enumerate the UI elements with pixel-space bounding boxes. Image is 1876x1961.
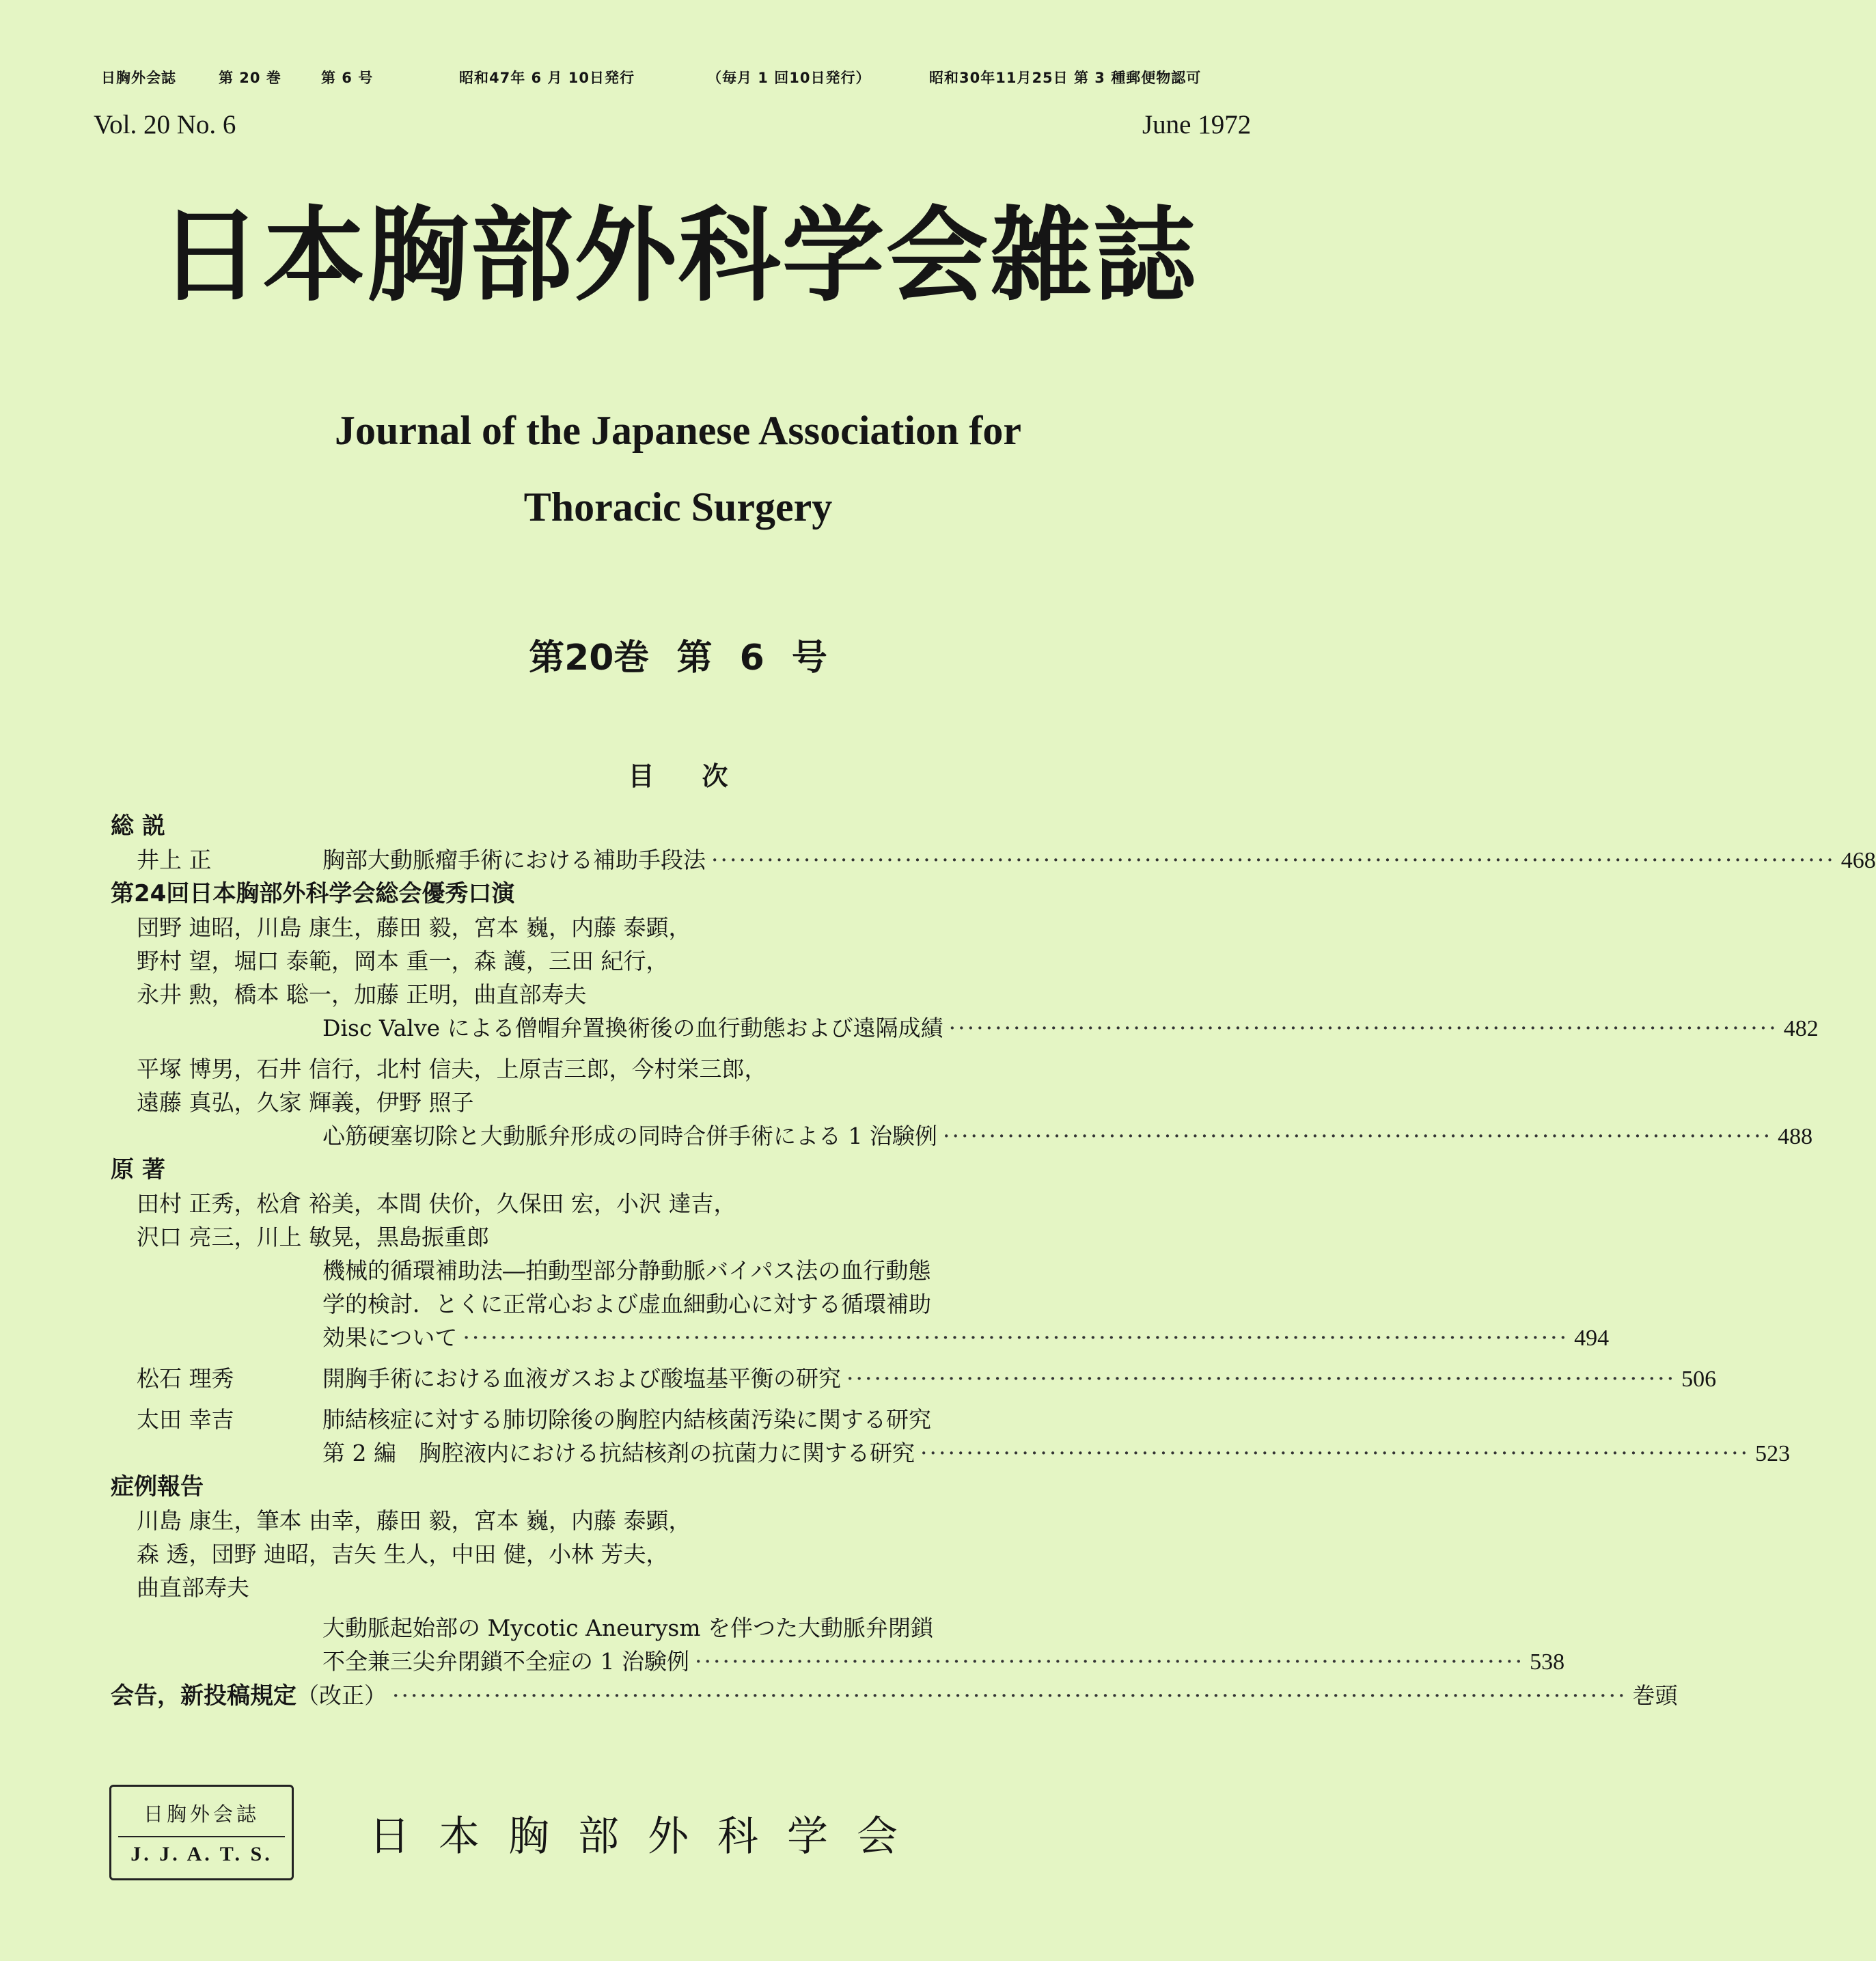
toc-entry-original-2[interactable] [111, 1362, 1717, 1396]
abbr-english: J. J. A. T. S. [130, 1843, 273, 1865]
entry-page: 482 [1783, 1016, 1819, 1041]
toc-entry-review[interactable] [111, 843, 1876, 877]
entry-title-line: 第 2 編 胸腔液内における抗結核剤の抗菌力に関する研究 [322, 1440, 915, 1466]
author-line: 遠藤 真弘，久家 輝義，伊野 照子 [137, 1089, 474, 1116]
leader-dots: ·························································································· [694, 1648, 1525, 1675]
entry-author: 松石 理秀 [137, 1365, 234, 1392]
journal-title-english-line2: Thoracic Surgery [523, 484, 833, 530]
entry-title-line: 学的検討．とくに正常心および虚血細動心に対する循環補助 [322, 1291, 931, 1317]
entry-title: 心筋硬塞切除と大動脈弁形成の同時合併手術による 1 治験例 [322, 1123, 937, 1149]
issue-date: 昭和47年 6 月 10日発行 [459, 70, 635, 86]
section-oral-presentations: 第24回日本胸部外科学会総会優秀口演 [111, 880, 515, 907]
toc-entry-notice[interactable] [111, 1679, 1678, 1713]
entry-page: 494 [1574, 1326, 1610, 1351]
author-line: 森 透，団野 迪昭，吉矢 生人，中田 健，小林 芳夫， [137, 1541, 669, 1567]
issue-frequency: （毎月 1 回10日発行） [707, 70, 871, 86]
notice-page: 巻頭 [1632, 1682, 1678, 1709]
section-case-reports: 症例報告 [111, 1473, 204, 1500]
date-en: June 1972 [1142, 110, 1252, 139]
toc-entry-case-report[interactable] [111, 1504, 1565, 1679]
entry-page: 506 [1681, 1367, 1717, 1392]
publisher-name: 日本胸部外科学会 [369, 1813, 926, 1861]
entry-author: 太田 幸吉 [137, 1406, 234, 1433]
toc-heading: 目次 [628, 761, 776, 791]
journal-title-japanese: 日本胸部外科学会雑誌 [158, 197, 1198, 316]
mail-permit: 昭和30年11月25日 第 3 種郵便物認可 [929, 70, 1202, 86]
entry-page: 523 [1755, 1441, 1791, 1466]
volume-en: Vol. 20 No. 6 [94, 110, 236, 139]
leader-dots: ·························································································································· [711, 847, 1836, 873]
entry-title-line: 大動脈起始部の Mycotic Aneurysm を伴つた大動脈弁閉鎖 [322, 1615, 934, 1641]
entry-title-line: 不全兼三尖弁閉鎖不全症の 1 治験例 [322, 1648, 689, 1675]
author-line: 川島 康生，筆本 由幸，藤田 毅，宮本 巍，内藤 泰顕， [137, 1507, 691, 1534]
author-line: 曲直部寿夫 [137, 1574, 249, 1601]
entry-title-line: 肺結核症に対する肺切除後の胸腔内結核菌汚染に関する研究 [322, 1406, 931, 1433]
entry-page: 468 [1840, 848, 1876, 873]
author-line: 沢口 亮三，川上 敏晃，黒島振重郎 [137, 1224, 489, 1250]
volume-line [0, 109, 1356, 143]
author-line: 団野 迪昭，川島 康生，藤田 毅，宮本 巍，内藤 泰顕， [137, 914, 691, 941]
abbr-japanese: 日胸外会誌 [143, 1802, 260, 1826]
leader-dots: ······································································································································ [392, 1682, 1627, 1709]
entry-page: 488 [1778, 1124, 1813, 1149]
number-jp: 第 6 号 [321, 70, 374, 86]
author-line: 永井 勲，橋本 聡一，加藤 正明，曲直部寿夫 [137, 981, 587, 1008]
toc-entry-original-3[interactable] [111, 1403, 1791, 1470]
leader-dots: ·························································································· [920, 1440, 1750, 1466]
leader-dots: ························································································································ [463, 1324, 1569, 1351]
volume-jp: 第 20 巻 [219, 70, 281, 86]
section-original-articles: 原 著 [111, 1156, 165, 1183]
entry-title-line: 機械的循環補助法―拍動型部分静動脈バイパス法の血行動態 [322, 1257, 931, 1284]
leader-dots: ·························································································· [942, 1123, 1773, 1149]
notice-suffix: （改正） [296, 1682, 387, 1709]
author-line: 田村 正秀，松倉 裕美，本間 伕价，久保田 宏，小沢 達吉， [137, 1190, 736, 1217]
issue-label: 第20巻 第 6 号 [529, 637, 827, 678]
abbr-divider [118, 1836, 285, 1837]
author-line: 野村 望，堀口 泰範，岡本 重一，森 護，三田 紀行， [137, 948, 669, 974]
toc-entry-oral-2[interactable] [111, 1052, 1813, 1153]
table-of-contents [111, 810, 1876, 1713]
entry-title: Disc Valve による僧帽弁置換術後の血行動態および遠隔成績 [322, 1015, 943, 1041]
masthead-info-line [0, 67, 1356, 89]
journal-title-english-line1: Journal of the Japanese Association for [335, 408, 1021, 453]
leader-dots: ·························································································· [846, 1365, 1677, 1392]
toc-entry-original-1[interactable] [111, 1187, 1610, 1355]
entry-author: 井上 正 [137, 847, 212, 873]
entry-title-line: 効果について [322, 1324, 458, 1351]
toc-entry-oral-1[interactable] [111, 911, 1819, 1045]
entry-title: 開胸手術における血液ガスおよび酸塩基平衡の研究 [322, 1365, 841, 1392]
leader-dots: ·························································································· [948, 1015, 1778, 1041]
entry-page: 538 [1530, 1649, 1565, 1675]
journal-abbreviation-box [109, 1785, 294, 1880]
entry-title: 胸部大動脈瘤手術における補助手段法 [322, 847, 706, 873]
notice-label: 会告，新投稿規定 [111, 1682, 296, 1710]
author-line: 平塚 博男，石井 信行，北村 信夫，上原吉三郎，今村栄三郎， [137, 1056, 767, 1082]
section-review: 総 説 [111, 812, 165, 840]
journal-abbr: 日胸外会誌 [101, 70, 176, 86]
